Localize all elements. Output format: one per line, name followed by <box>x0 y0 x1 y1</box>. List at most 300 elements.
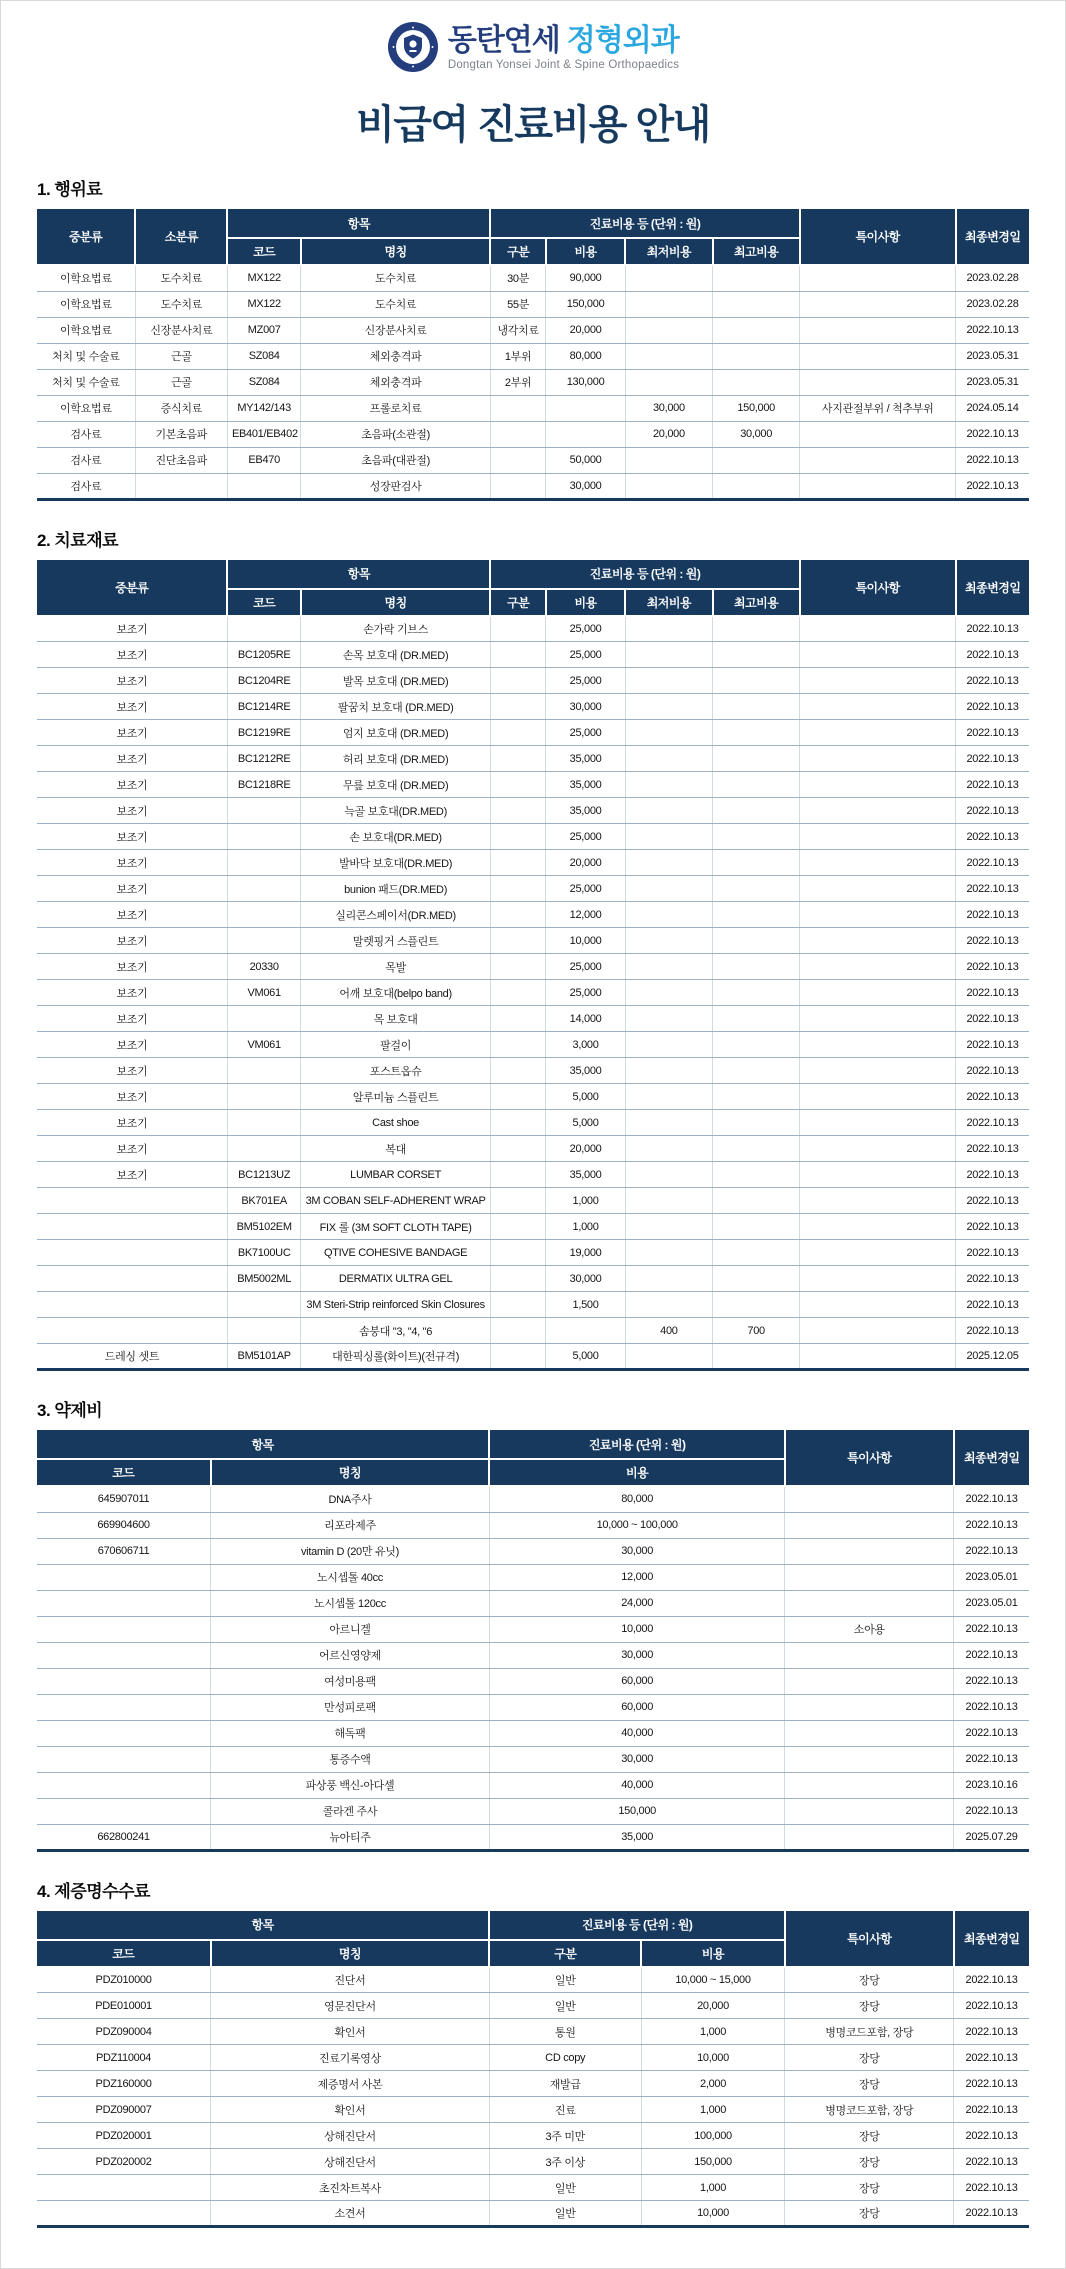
table-cell <box>713 447 800 473</box>
table-cell <box>37 1694 211 1720</box>
table-cell <box>800 291 956 317</box>
table-cell: 2022.10.13 <box>956 902 1029 928</box>
table-cell: 보조기 <box>37 772 227 798</box>
table-cell: 보조기 <box>37 980 227 1006</box>
table-cell <box>800 1136 956 1162</box>
table-cell: 노시셉톨 40cc <box>211 1564 490 1590</box>
column-header: 비용 <box>546 238 625 265</box>
table-cell: PDZ020001 <box>37 2123 211 2149</box>
table-cell <box>785 1486 954 1512</box>
table-cell: 일반 <box>489 1967 641 1993</box>
table-row <box>37 1798 1029 1824</box>
table-cell: 근골 <box>135 369 227 395</box>
table-cell: 2022.10.13 <box>956 928 1029 954</box>
table-cell: 근골 <box>135 343 227 369</box>
column-header: 명칭 <box>211 1459 490 1486</box>
table-row <box>37 616 1029 642</box>
table-cell <box>490 1266 546 1292</box>
table-cell <box>490 850 546 876</box>
table-cell <box>227 473 300 499</box>
table-cell: 3주 이상 <box>489 2149 641 2175</box>
table-cell: 2022.10.13 <box>956 746 1029 772</box>
header-row <box>37 1911 1029 1940</box>
page-title: 비급여 진료비용 안내 <box>356 103 710 147</box>
table-cell: 장당 <box>785 1993 954 2019</box>
column-header: 비용 <box>641 1940 785 1967</box>
table-cell: 체외충격파 <box>301 369 490 395</box>
column-header: 비용 <box>546 589 625 616</box>
table-cell: bunion 패드(DR.MED) <box>301 876 490 902</box>
table-cell <box>713 1214 800 1240</box>
certificate-fee-table <box>37 1911 1029 2229</box>
table-cell <box>713 668 800 694</box>
table-cell: 2022.10.13 <box>956 1318 1029 1344</box>
table-cell: 30,000 <box>625 395 712 421</box>
table-cell <box>490 1240 546 1266</box>
table-cell: vitamin D (20만 유닛) <box>211 1538 490 1564</box>
table-cell <box>800 694 956 720</box>
table-cell <box>800 850 956 876</box>
table-cell: 100,000 <box>641 2123 785 2149</box>
table-row <box>37 746 1029 772</box>
table-cell: 2022.10.13 <box>956 1162 1029 1188</box>
table-cell <box>490 447 546 473</box>
table-cell: 20,000 <box>641 1993 785 2019</box>
column-header: 최종변경일 <box>956 560 1029 616</box>
table-cell: 통증수액 <box>211 1746 490 1772</box>
table-cell: 여성미용팩 <box>211 1668 490 1694</box>
table-cell <box>37 2201 211 2227</box>
table-cell: 검사료 <box>37 447 135 473</box>
table-cell <box>227 1292 300 1318</box>
table-cell <box>37 1214 227 1240</box>
table-cell <box>800 902 956 928</box>
table-cell: 허리 보호대 (DR.MED) <box>301 746 490 772</box>
table-cell: 실리콘스페이서(DR.MED) <box>301 902 490 928</box>
table-cell: 보조기 <box>37 798 227 824</box>
table-cell: BM5102EM <box>227 1214 300 1240</box>
table-cell: 병명코드포함, 장당 <box>785 2019 954 2045</box>
table-cell: 드레싱 셋트 <box>37 1344 227 1370</box>
table-cell: 2022.10.13 <box>956 668 1029 694</box>
table-cell <box>625 746 712 772</box>
table-cell: 700 <box>713 1318 800 1344</box>
table-cell: 대한픽싱롤(화이트)(전규격) <box>301 1344 490 1370</box>
table-cell: 2025.12.05 <box>956 1344 1029 1370</box>
table-cell <box>625 668 712 694</box>
column-header: 최저비용 <box>625 238 712 265</box>
table-cell: 냉각치료 <box>490 317 546 343</box>
table-row <box>37 1590 1029 1616</box>
table-cell <box>490 876 546 902</box>
table-cell <box>625 954 712 980</box>
table-cell <box>713 1084 800 1110</box>
table-cell: 엄지 보호대 (DR.MED) <box>301 720 490 746</box>
table-cell <box>800 928 956 954</box>
table-cell: 파상풍 백신-아다셀 <box>211 1772 490 1798</box>
table-cell <box>713 473 800 499</box>
table-cell: 보조기 <box>37 1006 227 1032</box>
table-cell: 목 보호대 <box>301 1006 490 1032</box>
table-cell <box>625 616 712 642</box>
table-cell <box>785 1720 954 1746</box>
table-cell: 25,000 <box>546 876 625 902</box>
table-cell: 장당 <box>785 2175 954 2201</box>
table-cell <box>800 421 956 447</box>
table-cell <box>490 1032 546 1058</box>
table-row <box>37 772 1029 798</box>
table-cell: 80,000 <box>546 343 625 369</box>
table-cell: BC1212RE <box>227 746 300 772</box>
table-cell <box>785 1694 954 1720</box>
table-cell: PDZ090007 <box>37 2097 211 2123</box>
table-cell: 25,000 <box>546 616 625 642</box>
table-row <box>37 720 1029 746</box>
table-cell: PDZ020002 <box>37 2149 211 2175</box>
table-row <box>37 2045 1029 2071</box>
table-cell <box>800 1084 956 1110</box>
table-row <box>37 1162 1029 1188</box>
table-cell <box>713 876 800 902</box>
column-header: 항목 <box>227 209 490 238</box>
table-cell <box>227 1318 300 1344</box>
table-row <box>37 1486 1029 1512</box>
table-cell: 도수치료 <box>301 265 490 291</box>
table-cell <box>490 1188 546 1214</box>
column-header: 최종변경일 <box>954 1911 1029 1967</box>
table-cell: 2022.10.13 <box>956 473 1029 499</box>
table-cell: 19,000 <box>546 1240 625 1266</box>
table-cell <box>785 1590 954 1616</box>
table-cell: 보조기 <box>37 876 227 902</box>
table-cell: DERMATIX ULTRA GEL <box>301 1266 490 1292</box>
table-cell: 제증명서 사본 <box>211 2071 490 2097</box>
table-cell: 어르신영양제 <box>211 1642 490 1668</box>
table-cell <box>713 616 800 642</box>
table-cell <box>625 343 712 369</box>
table-cell: 2022.10.13 <box>954 1538 1029 1564</box>
table-cell <box>800 642 956 668</box>
table-cell <box>625 369 712 395</box>
table-cell: 2022.10.13 <box>954 2045 1029 2071</box>
table-cell <box>625 1214 712 1240</box>
table-cell <box>37 1188 227 1214</box>
table-cell <box>713 928 800 954</box>
table-cell <box>625 824 712 850</box>
table-row <box>37 1538 1029 1564</box>
table-cell: VM061 <box>227 1032 300 1058</box>
table-cell: CD copy <box>489 2045 641 2071</box>
table-cell: 2022.10.13 <box>956 694 1029 720</box>
table-cell: 체외충격파 <box>301 343 490 369</box>
table-cell: 2025.07.29 <box>954 1824 1029 1850</box>
table-cell: BC1219RE <box>227 720 300 746</box>
table-cell: 3,000 <box>546 1032 625 1058</box>
table-cell <box>800 720 956 746</box>
table-cell <box>227 616 300 642</box>
table-cell <box>625 1344 712 1370</box>
table-cell <box>37 1616 211 1642</box>
table-row <box>37 1642 1029 1668</box>
column-header: 진료비용 등 (단위 : 원) <box>490 209 799 238</box>
table-cell: 2022.10.13 <box>954 2097 1029 2123</box>
table-cell: 2023.02.28 <box>956 265 1029 291</box>
table-cell: MX122 <box>227 265 300 291</box>
table-row <box>37 317 1029 343</box>
table-row <box>37 421 1029 447</box>
table-cell: BC1213UZ <box>227 1162 300 1188</box>
table-cell: MX122 <box>227 291 300 317</box>
table-cell: 1,000 <box>546 1214 625 1240</box>
column-header: 구분 <box>490 589 546 616</box>
table-row <box>37 1668 1029 1694</box>
table-cell: 2022.10.13 <box>956 980 1029 1006</box>
table-row <box>37 1188 1029 1214</box>
table-cell <box>625 694 712 720</box>
table-cell: 24,000 <box>489 1590 785 1616</box>
table-cell: 신장분사치료 <box>301 317 490 343</box>
table-cell: 해독팩 <box>211 1720 490 1746</box>
table-row <box>37 1058 1029 1084</box>
table-cell <box>625 317 712 343</box>
table-cell: 25,000 <box>546 720 625 746</box>
table-cell: 2022.10.13 <box>954 2175 1029 2201</box>
table-cell <box>713 850 800 876</box>
table-cell: 2022.10.13 <box>956 954 1029 980</box>
table-row <box>37 1032 1029 1058</box>
table-row <box>37 798 1029 824</box>
table-cell: 150,000 <box>546 291 625 317</box>
table-cell <box>800 824 956 850</box>
table-cell <box>625 291 712 317</box>
table-cell <box>800 1266 956 1292</box>
table-cell: 14,000 <box>546 1006 625 1032</box>
table-cell <box>490 1058 546 1084</box>
table-cell <box>785 1772 954 1798</box>
table-cell: 35,000 <box>546 1058 625 1084</box>
table-cell <box>490 1136 546 1162</box>
column-header: 최종변경일 <box>956 209 1029 265</box>
table-cell <box>713 902 800 928</box>
table-cell <box>625 1162 712 1188</box>
table-cell <box>490 1110 546 1136</box>
table-cell <box>800 1240 956 1266</box>
table-cell <box>800 876 956 902</box>
table-cell <box>37 1746 211 1772</box>
table-cell: 장당 <box>785 2201 954 2227</box>
table-cell <box>625 1110 712 1136</box>
table-row <box>37 1266 1029 1292</box>
table-cell: 일반 <box>489 2201 641 2227</box>
table-cell: Cast shoe <box>301 1110 490 1136</box>
table-cell: 검사료 <box>37 421 135 447</box>
table-cell: 2022.10.13 <box>956 1058 1029 1084</box>
table-cell <box>713 317 800 343</box>
table-cell: 670606711 <box>37 1538 211 1564</box>
table-cell: 150,000 <box>489 1798 785 1824</box>
table-cell: 2022.10.13 <box>956 824 1029 850</box>
table-cell <box>37 1590 211 1616</box>
column-header: 중분류 <box>37 560 227 616</box>
table-cell <box>546 1318 625 1344</box>
table-cell: 보조기 <box>37 1058 227 1084</box>
table-cell: 늑골 보호대(DR.MED) <box>301 798 490 824</box>
table-cell: 병명코드포함, 장당 <box>785 2097 954 2123</box>
table-cell: 보조기 <box>37 954 227 980</box>
table-cell: 150,000 <box>641 2149 785 2175</box>
table-cell <box>490 772 546 798</box>
column-header: 특이사항 <box>800 209 956 265</box>
table-cell <box>227 1058 300 1084</box>
table-cell: 손목 보호대 (DR.MED) <box>301 642 490 668</box>
table-cell <box>490 1084 546 1110</box>
table-cell: 25,000 <box>546 954 625 980</box>
table-cell: 2022.10.13 <box>954 1746 1029 1772</box>
table-cell: 확인서 <box>211 2097 490 2123</box>
table-cell: 보조기 <box>37 668 227 694</box>
column-header: 구분 <box>489 1940 641 1967</box>
table-cell: 669904600 <box>37 1512 211 1538</box>
table-cell <box>227 1084 300 1110</box>
table-cell: 2023.05.31 <box>956 343 1029 369</box>
table-cell <box>490 902 546 928</box>
table-cell <box>800 1344 956 1370</box>
table-row <box>37 2201 1029 2227</box>
table-cell: 콜라겐 주사 <box>211 1798 490 1824</box>
table-cell: 보조기 <box>37 1110 227 1136</box>
table-cell <box>490 1162 546 1188</box>
table-cell <box>625 1188 712 1214</box>
column-header: 진료비용 등 (단위 : 원) <box>489 1911 785 1940</box>
table-cell <box>625 473 712 499</box>
table-row <box>37 1772 1029 1798</box>
table-row <box>37 2097 1029 2123</box>
table-cell: BC1214RE <box>227 694 300 720</box>
table-cell <box>800 1110 956 1136</box>
table-cell: 2022.10.13 <box>956 798 1029 824</box>
table-row <box>37 265 1029 291</box>
table-cell: 30,000 <box>546 694 625 720</box>
table-cell: 35,000 <box>546 772 625 798</box>
table-cell: 보조기 <box>37 824 227 850</box>
table-row <box>37 850 1029 876</box>
table-cell: 2022.10.13 <box>954 2149 1029 2175</box>
table-cell <box>785 1564 954 1590</box>
table-cell: 확인서 <box>211 2019 490 2045</box>
table-cell <box>227 928 300 954</box>
table-cell: PDZ110004 <box>37 2045 211 2071</box>
table-cell <box>625 1136 712 1162</box>
table-cell: 2022.10.13 <box>956 1188 1029 1214</box>
table-cell: 2023.10.16 <box>954 1772 1029 1798</box>
clinic-name-primary: 동탄연세 <box>447 23 560 57</box>
section-title-treatment-materials: 2. 치료재료 <box>37 530 119 550</box>
table-cell: 30,000 <box>489 1746 785 1772</box>
table-row <box>37 1006 1029 1032</box>
table-cell: 2022.10.13 <box>956 1266 1029 1292</box>
table-cell: 20,000 <box>546 317 625 343</box>
table-cell: 2022.10.13 <box>954 1512 1029 1538</box>
table-row <box>37 395 1029 421</box>
table-cell: 20,000 <box>546 850 625 876</box>
table-cell: 처치 및 수술료 <box>37 369 135 395</box>
table-cell <box>490 824 546 850</box>
table-cell: 도수치료 <box>135 291 227 317</box>
table-cell: PDZ010000 <box>37 1967 211 1993</box>
table-cell <box>625 642 712 668</box>
table-cell <box>625 1240 712 1266</box>
table-cell: PDZ160000 <box>37 2071 211 2097</box>
table-cell: 2023.05.31 <box>956 369 1029 395</box>
table-cell: 일반 <box>489 2175 641 2201</box>
table-cell: 노시셉톨 120cc <box>211 1590 490 1616</box>
table-cell: 2022.10.13 <box>954 1486 1029 1512</box>
table-cell <box>713 1058 800 1084</box>
table-cell <box>800 1006 956 1032</box>
column-header: 최고비용 <box>713 238 800 265</box>
column-header: 코드 <box>37 1940 211 1967</box>
table-cell: LUMBAR CORSET <box>301 1162 490 1188</box>
table-cell: PDE010001 <box>37 1993 211 2019</box>
table-cell <box>713 1344 800 1370</box>
table-row <box>37 824 1029 850</box>
table-cell <box>490 668 546 694</box>
table-cell <box>800 954 956 980</box>
table-cell: 보조기 <box>37 1162 227 1188</box>
table-cell: 초음파(소관절) <box>301 421 490 447</box>
table-cell: 2부위 <box>490 369 546 395</box>
table-cell: 2022.10.13 <box>954 1798 1029 1824</box>
table-cell <box>490 421 546 447</box>
table-cell: 55분 <box>490 291 546 317</box>
table-cell: 2022.10.13 <box>954 1694 1029 1720</box>
table-cell: 2022.10.13 <box>956 447 1029 473</box>
table-cell <box>625 1292 712 1318</box>
table-cell: 30,000 <box>489 1642 785 1668</box>
column-header: 코드 <box>227 589 300 616</box>
table-cell: 2022.10.13 <box>956 720 1029 746</box>
column-header: 소분류 <box>135 209 227 265</box>
table-row <box>37 928 1029 954</box>
table-cell: 40,000 <box>489 1720 785 1746</box>
table-cell: 처치 및 수술료 <box>37 343 135 369</box>
table-cell: 2022.10.13 <box>956 1084 1029 1110</box>
table-cell: 5,000 <box>546 1084 625 1110</box>
table-cell <box>800 772 956 798</box>
table-cell <box>490 395 546 421</box>
table-row <box>37 1110 1029 1136</box>
table-cell: 일반 <box>489 1993 641 2019</box>
table-cell <box>490 1006 546 1032</box>
table-cell <box>227 876 300 902</box>
table-cell: 50,000 <box>546 447 625 473</box>
table-cell: 1,000 <box>641 2175 785 2201</box>
procedure-fee-table <box>37 209 1029 501</box>
table-cell: 1,000 <box>641 2019 785 2045</box>
table-row <box>37 291 1029 317</box>
table-cell: 2022.10.13 <box>954 2201 1029 2227</box>
table-cell: 2022.10.13 <box>956 1214 1029 1240</box>
table-row <box>37 2149 1029 2175</box>
table-cell <box>625 447 712 473</box>
table-row <box>37 876 1029 902</box>
table-cell: 150,000 <box>713 395 800 421</box>
table-cell: 2023.05.01 <box>954 1564 1029 1590</box>
table-cell: 2022.10.13 <box>954 1993 1029 2019</box>
table-row <box>37 1720 1029 1746</box>
table-cell: 상해진단서 <box>211 2149 490 2175</box>
table-cell <box>785 1538 954 1564</box>
